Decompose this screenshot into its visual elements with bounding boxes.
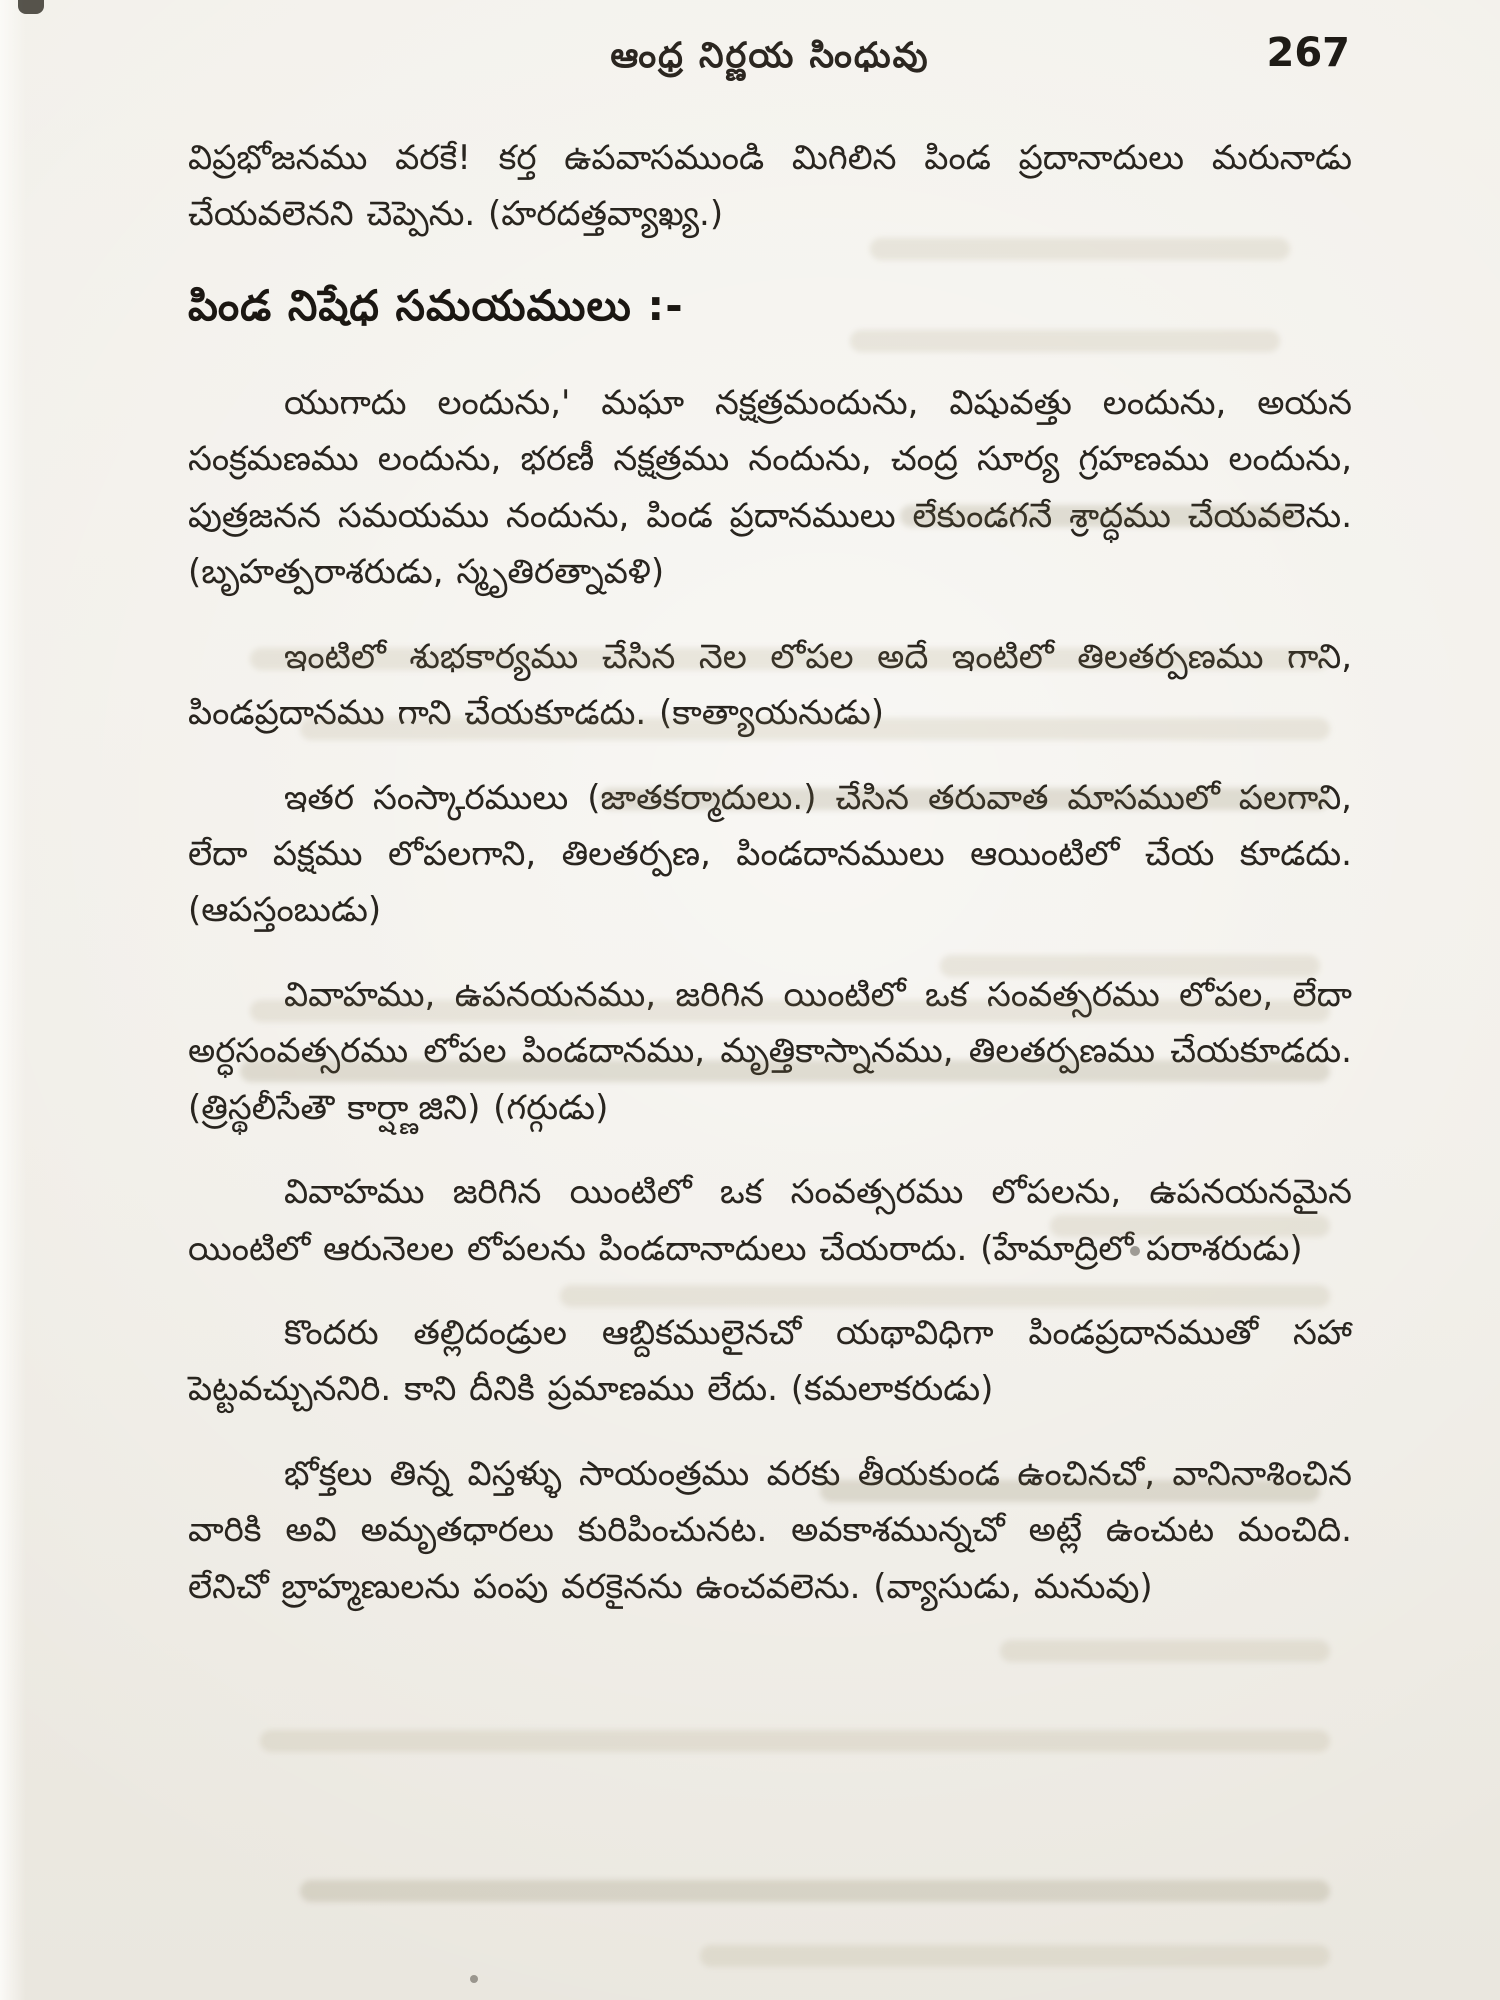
paragraph: ఇంటిలో శుభకార్యము చేసిన నెల లోపల అదే ఇంటిలో తిలతర్పణము గాని, పిండప్రదానము గాని చేయకూడదు. (కాత్యాయనుడు) <box>188 636 1352 734</box>
page-content <box>188 130 1352 1643</box>
paragraph: వివాహము జరిగిన యింటిలో ఒక సంవత్సరము లోపలను, ఉపనయనమైన యింటిలో ఆరునెలల లోపలను పిండదానాదులు చేయరాదు. (హేమాద్రిలో పరాశరుడు) <box>188 1172 1352 1269</box>
running-title: ఆంధ్ర నిర్ణయ సింధువు <box>610 36 930 76</box>
paragraph: కొందరు తల్లిదండ్రుల ఆబ్దికములైనచో యథావిధిగా పిండప్రదానముతో సహా పెట్టవచ్చుననిరి. కాని దీనికి ప్రమాణము లేదు. (కమలాకరుడు) <box>188 1313 1352 1410</box>
section-heading: పిండ నిషేధ సమయములు :- <box>188 280 684 330</box>
paragraph-continuation: విప్రభోజనము వరకే! కర్త ఉపవాసముండి మిగిలిన పిండ ప్రదానాదులు మరునాడు చేయవలెనని చెప్పెను. (హరదత్తవ్యాఖ్య.) <box>188 138 1352 235</box>
scan-corner-artifact <box>18 0 44 14</box>
scan-speck <box>470 1975 478 1983</box>
scan-edge-strip <box>0 0 26 2000</box>
page-number: 267 <box>1266 30 1350 76</box>
page-header <box>190 30 1350 96</box>
paragraph: భోక్తలు తిన్న విస్తళ్ళు సాయంత్రము వరకు తీయకుండ ఉంచినచో, వానినాశించిన వారికి అవి అమృతధారలు కురిపించునట. అవకాశమున్నచో అట్లే ఉంచుట మంచిది. లేనిచో బ్రాహ్మణులను పంపు వరకైనను ఉంచవలెను. (వ్యాసుడు, మనువు) <box>188 1453 1352 1607</box>
paragraph: యుగాదు లందును,' మఘా నక్షత్రమందును, విషువత్తు లందును, అయన సంక్రమణము లందును, భరణీ నక్షత్రము నందును, చంద్ర సూర్య గ్రహణము లందును, పుత్రజనన సమయము నందును, పిండ ప్రదానములు లేకుండగనే శ్రాద్ధము చేయవలెను. (బృహత్పరాశరుడు, స్మృతిరత్నావళి) <box>188 382 1352 593</box>
paragraph: వివాహము, ఉపనయనము, జరిగిన యింటిలో ఒక సంవత్సరము లోపల, లేదా అర్ధసంవత్సరము లోపల పిండదానము, మృత్తికాస్నానము, తిలతర్పణము చేయకూడదు. (త్రిస్థలీసేతౌ కార్ష్ణాజిని) (గర్గుడు) <box>188 974 1352 1128</box>
paragraph: ఇతర సంస్కారములు (జాతకర్మాదులు.) చేసిన తరువాత మాసములో పలగాని, లేదా పక్షము లోపలగాని, తిలతర్పణ, పిండదానములు ఆయింటిలో చేయ కూడదు. (ఆపస్తంబుడు) <box>188 777 1352 931</box>
